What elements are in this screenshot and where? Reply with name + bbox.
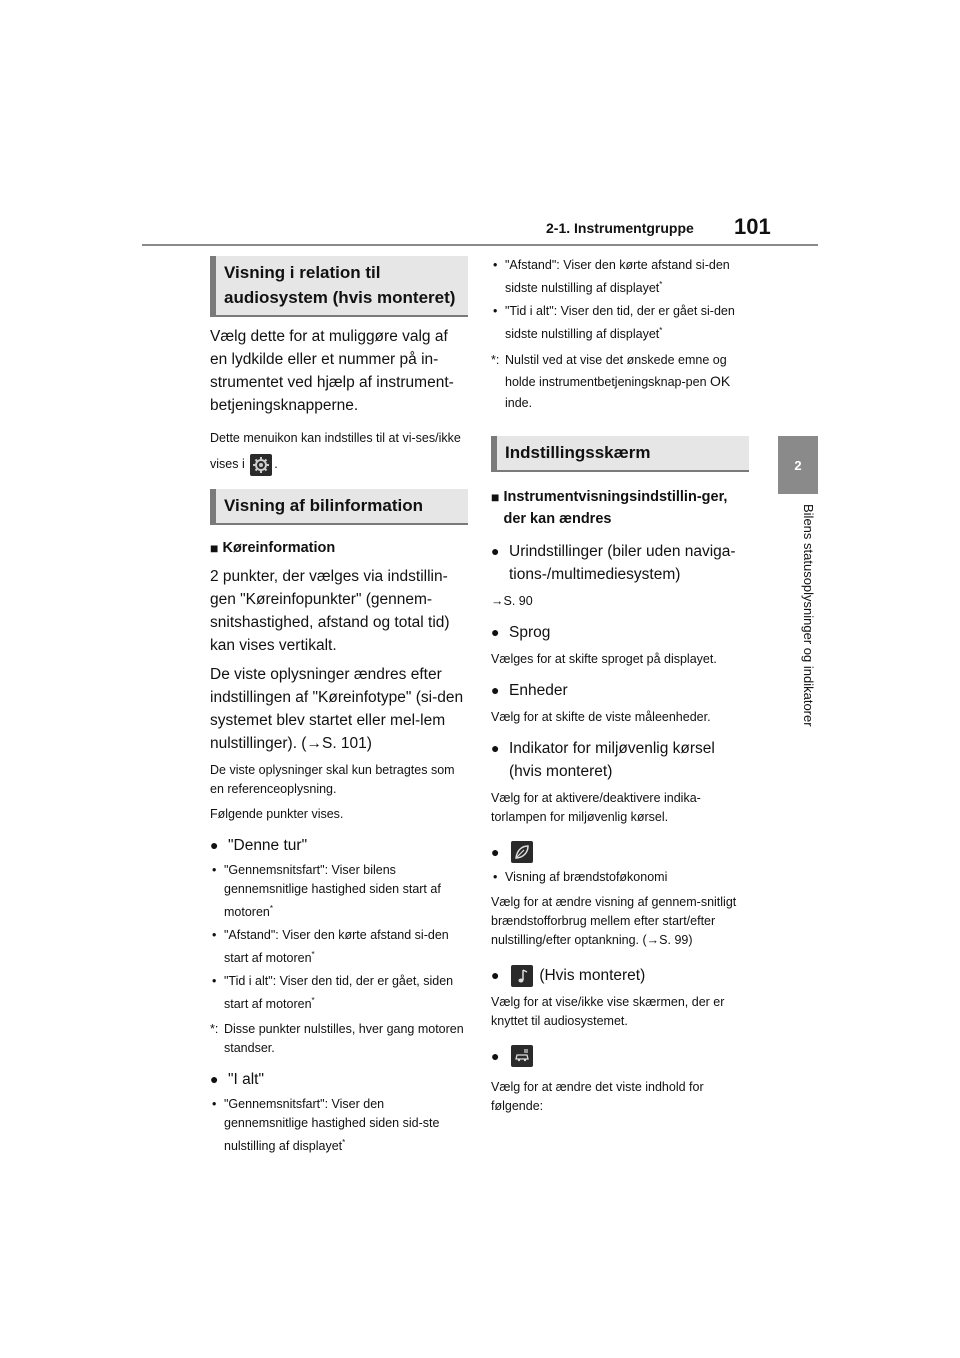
menu-icon-note-text: Dette menuikon kan indstilles til at vi-ses/ikke vises i [210, 431, 461, 471]
units-note: Vælg for at skifte de viste måleenheder. [491, 710, 711, 725]
chapter-side-label: Bilens statusoplysninger og indikatorer [801, 504, 816, 727]
subheading-drive-info [210, 537, 468, 559]
bullet-dot-icon: ● [491, 624, 500, 641]
leaf-icon [511, 841, 533, 863]
header-divider [142, 244, 818, 246]
square-bullet-icon: ■ [491, 489, 500, 506]
footnote-star: * [659, 280, 663, 289]
page-number: 101 [734, 214, 771, 239]
reference-note: De viste oplysninger skal kun betragtes som en referenceoplysning. [210, 763, 455, 796]
car-info-icon [511, 1045, 533, 1067]
heading-vehicle-info: Visning af bilinformation [210, 489, 468, 525]
vehicle-content-note: Vælg for at ændre det viste indhold for følgende: [491, 1080, 704, 1114]
section-title: 2-1. Instrumentgruppe [546, 220, 694, 236]
bullet-this-trip-text: "Denne tur" [228, 837, 308, 854]
fuel-economy-display-text: Visning af brændstoføkonomi [505, 870, 668, 885]
footnote-reset-engine [210, 1020, 468, 1058]
footnote-star: * [311, 950, 315, 960]
language-note: Vælges for at skifte sproget på displayet. [491, 652, 717, 667]
drive-info-type-text: De viste oplysninger ændres efter indstillingen af "Køreinfotype" (si-den systemet blev startet eller mel-lem nulstillinger). ( [210, 666, 464, 752]
bullet-total-text: "I alt" [228, 1071, 264, 1089]
chapter-number: 2 [794, 457, 802, 473]
footnote-reset-engine-text: Disse punkter nulstilles, hver gang motoren standser. [224, 1022, 464, 1056]
heading-audio-display: Visning i relation til audiosystem (hvis monteret) [210, 256, 468, 317]
right-column [491, 256, 749, 1116]
bullet-dot-icon: ● [210, 1071, 219, 1088]
bullet-clock-text: Urindstillinger (biler uden naviga-tions-/multimediesystem) [509, 543, 736, 584]
subheading-settings-text: Instrumentvisningsindstillin-ger, der kan ændres [503, 489, 728, 528]
bullet-language-text: Sprog [509, 624, 551, 642]
bullet-dot-icon: ● [491, 543, 500, 560]
footnote-star: * [342, 1138, 346, 1148]
total-time-text: "Tid i alt": Viser den tid, der er gået si-den sidste nulstilling af displayet [505, 304, 735, 342]
footnote-mark: *: [491, 353, 500, 368]
bullet-eco-indicator [491, 737, 749, 783]
bullet-dot-icon: ● [491, 844, 500, 861]
chapter-tab [778, 436, 818, 494]
footnote-reset-display-text: Nulstil ved at vise det ønskede emne og holde instrumentbetjeningsknap-pen [505, 353, 727, 390]
bullet-total [210, 1068, 468, 1091]
bullet-dot-icon: ● [491, 740, 500, 757]
gear-icon [250, 454, 272, 476]
footnote-reset-display-end: inde. [505, 396, 533, 411]
fuel-economy-note [491, 893, 749, 950]
square-bullet-icon: ■ [210, 540, 219, 556]
bullet-eco-indicator-text: Indikator for miljøvenlig kørsel (hvis monteret) [509, 740, 715, 781]
subheading-settings [491, 486, 749, 530]
bullet-vehicle-icon [491, 1045, 749, 1068]
this-trip-total-time [210, 972, 468, 1014]
heading-settings-screen: Indstillingsskærm [491, 436, 749, 472]
bullet-dot-icon: ● [491, 1048, 500, 1065]
items-shown-note: Følgende punkter vises. [210, 807, 344, 821]
drive-info-description: 2 punkter, der vælges via indstillin-gen "Køreinfopunkter" (gennem-snitshastighed, afstand og total tid) kan vises vertikalt. [210, 568, 450, 654]
footnote-star: * [659, 326, 663, 336]
bullet-audio-text: (Hvis monteret) [539, 967, 646, 985]
page-ref-99[interactable]: →S. 99 [646, 933, 689, 948]
menu-icon-note [210, 425, 468, 477]
total-avg-speed-text: "Gennemsnitsfart": Viser den gennemsnitlige hastighed siden sid-ste nulstilling af displayet [224, 1097, 440, 1154]
bullet-dot-icon: ● [210, 837, 219, 853]
bullet-dot-icon: ● [491, 682, 500, 699]
bullet-eco-icon [491, 841, 749, 864]
bullet-units [491, 679, 749, 702]
this-trip-total-time-text: "Tid i alt": Viser den tid, der er gået, siden start af motoren [224, 974, 454, 1012]
this-trip-avg-speed [210, 861, 468, 922]
drive-info-type-end: ) [366, 735, 372, 752]
menu-icon-note-end: . [274, 457, 278, 471]
page-ref-101[interactable]: →S. 101 [306, 735, 367, 752]
fuel-economy-note-end: ) [688, 933, 693, 948]
total-time [491, 302, 749, 344]
bullet-language [491, 621, 749, 644]
bullet-units-text: Enheder [509, 682, 568, 700]
left-column [210, 256, 468, 1157]
footnote-reset-display [491, 350, 749, 414]
fuel-economy-display [491, 868, 749, 887]
total-distance-text: "Afstand": Viser den kørte afstand si-den sidste nulstilling af displayet [505, 258, 730, 296]
footnote-star: * [311, 996, 315, 1006]
page-ref-90[interactable]: →S. 90 [491, 594, 533, 609]
footnote-star: * [269, 904, 273, 913]
footnote-mark: *: [210, 1022, 219, 1037]
bullet-audio-icon [491, 964, 749, 987]
subheading-drive-info-text: Køreinformation [222, 540, 336, 556]
ok-button-icon: OK [710, 373, 731, 390]
music-note-icon [511, 965, 533, 987]
bullet-this-trip [210, 834, 468, 857]
audio-display-description: Vælg dette for at muliggøre valg af en lydkilde eller et nummer på in-strumentet ved hjælp af instrument-betjeningsknapperne. [210, 328, 454, 414]
drive-info-type-description [210, 663, 468, 755]
total-distance [491, 256, 749, 298]
bullet-dot-icon: ● [491, 967, 500, 984]
bullet-clock [491, 540, 749, 586]
this-trip-distance-text: "Afstand": Viser den kørte afstand si-den start af motoren [224, 928, 449, 966]
total-avg-speed [210, 1095, 468, 1156]
audio-screen-note: Vælg for at vise/ikke vise skærmen, der er knyttet til audiosystemet. [491, 995, 725, 1029]
this-trip-avg-speed-text: "Gennemsnitsfart": Viser bilens gennemsnitlige hastighed siden start af motoren [224, 863, 441, 920]
fuel-economy-note-text: Vælg for at ændre visning af gennem-snitligt brændstofforbrug mellem efter start/efter nulstilling/efter optankning. ( [491, 895, 737, 948]
this-trip-distance [210, 926, 468, 968]
eco-indicator-note: Vælg for at aktivere/deaktivere indika-torlampen for miljøvenlig kørsel. [491, 791, 701, 825]
